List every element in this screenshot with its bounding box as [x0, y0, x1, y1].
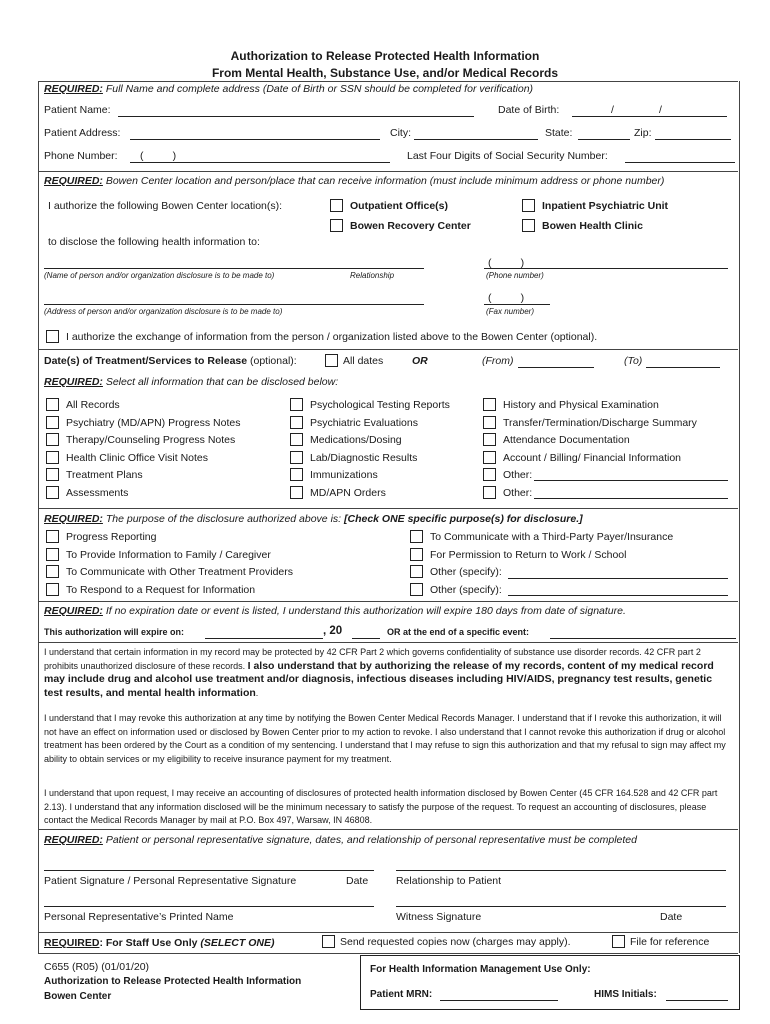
purpose-option-checkbox[interactable] [410, 548, 423, 561]
bowen-recovery-checkbox[interactable] [330, 219, 343, 232]
purpose-option-checkbox[interactable] [410, 530, 423, 543]
printed-name-field[interactable] [44, 906, 374, 907]
divider [38, 349, 738, 350]
purpose-option-label: Other (specify): [430, 583, 502, 596]
info-option-label: Health Clinic Office Visit Notes [66, 451, 209, 464]
info-required-note: REQUIRED: Select all information that can be disclosed below: [44, 376, 339, 388]
info-option-label: Psychiatry (MD/APN) Progress Notes [66, 416, 241, 429]
purpose-required-note: REQUIRED: The purpose of the disclosure authorized above is: [Check ONE specific purpose(s) for disclosure.] [44, 513, 583, 525]
zip-label: Zip: [634, 127, 652, 139]
dates-label: Date(s) of Treatment/Services to Release (optional): [44, 355, 297, 367]
ssn-field[interactable] [625, 162, 735, 163]
or-label: OR [412, 355, 428, 367]
purpose-option-checkbox[interactable] [410, 583, 423, 596]
info-option-label: Attendance Documentation [503, 434, 630, 446]
divider [38, 642, 738, 643]
purpose-option-label: To Communicate with a Third-Party Payer/Insurance [430, 531, 674, 543]
dob-field[interactable] [572, 116, 727, 117]
legal-paragraph-2: I understand that I may revoke this authorization at any time by notifying the Bowen Center Medical Records Manager. I understand that if I revoke this authorization, it will not have an effect on information used or disclosed by Bowen Center prior to my action to revoke. I also understand that I cannot revoke this authorization if drug or alcohol treatment has been ordered by the Court as a condition of my sentencing. I understand that I may refuse to sign this authorization and that my refusal to sign may affect my ability to obtain services or my eligibility to receive insurance payment for my treatment. [44, 713, 726, 764]
info-option-label: Other: [503, 469, 533, 481]
to-label: (To) [624, 355, 643, 367]
footer-org: Bowen Center [44, 991, 112, 1002]
info-option-label: Lab/Diagnostic Results [310, 451, 418, 464]
info-option-checkbox[interactable] [290, 451, 303, 464]
info-option-label: Other: [503, 486, 533, 499]
form-subtitle: From Mental Health, Substance Use, and/or Medical Records [211, 66, 559, 80]
recipient-phone-area: ( ) [488, 257, 525, 269]
relationship-field[interactable] [396, 870, 726, 871]
dob-slash: / [611, 104, 614, 116]
patient-address-field[interactable] [130, 139, 380, 140]
other-info-field[interactable] [534, 498, 728, 499]
witness-field[interactable] [396, 906, 726, 907]
info-option-checkbox[interactable] [483, 398, 496, 411]
phone-label: Phone Number: [44, 150, 118, 162]
purpose-option-checkbox[interactable] [46, 565, 59, 578]
info-option-label: Assessments [66, 486, 129, 499]
recipient-fax-field[interactable] [484, 304, 550, 305]
legal-paragraph-1: I understand that certain information in my record may be protected by 42 CFR Part 2 which governs confidentiality of substance use disorder records. 42 CFR part 2 prohibits unauthorized disclosure of these records. I also understand that by authorizing the release of my records, content of my medical record may include drug and alcohol use treatment and/or diagnosis, infectious diseases including HIV/AIDS, pregnancy test results, genetic test results, and mental health information. [44, 647, 714, 699]
form-title: Authorization to Release Protected Health Information [230, 49, 540, 63]
recipient-address-caption: (Address of person and/or organization disclosure is to be made to) [44, 307, 283, 316]
witness-label: Witness Signature [396, 911, 482, 923]
divider [38, 81, 738, 82]
other-purpose-field[interactable] [508, 595, 728, 596]
relationship-caption: Relationship [350, 271, 395, 280]
send-copies-label: Send requested copies now (charges may apply). [340, 936, 571, 948]
info-option-label: MD/APN Orders [310, 486, 386, 499]
send-copies-checkbox[interactable] [322, 935, 335, 948]
inpatient-psychiatric-label: Inpatient Psychiatric Unit [542, 200, 669, 212]
info-option-checkbox[interactable] [290, 486, 303, 499]
patient-name-label: Patient Name: [44, 104, 111, 116]
recipient-required-note: REQUIRED: Bowen Center location and person/place that can receive information (must include minimum address or phone number) [44, 175, 665, 187]
signature-date-label: Date [346, 875, 369, 887]
info-option-label: Account / Billing/ Financial Information [503, 451, 682, 464]
signature-field[interactable] [44, 870, 374, 871]
patient-required-note: REQUIRED: Full Name and complete address (Date of Birth or SSN should be completed for verification) [44, 83, 534, 95]
printed-name-label: Personal Representative’s Printed Name [44, 911, 234, 923]
from-date-field[interactable] [518, 367, 594, 368]
file-reference-checkbox[interactable] [612, 935, 625, 948]
info-option-checkbox[interactable] [46, 451, 59, 464]
divider [38, 953, 738, 954]
other-info-field[interactable] [534, 480, 728, 481]
patient-address-label: Patient Address: [44, 127, 121, 139]
outpatient-office-checkbox[interactable] [330, 199, 343, 212]
state-field[interactable] [578, 139, 630, 140]
hims-initials-label: HIMS Initials: [594, 989, 657, 1000]
expire-label: This authorization will expire on: [44, 627, 185, 637]
signature-label: Patient Signature / Personal Representative Signature [44, 875, 297, 887]
exchange-text: I authorize the exchange of information from the person / organization listed above to the Bowen Center (optional). [66, 331, 598, 343]
purpose-option-label: To Respond to a Request for Information [66, 583, 256, 596]
mrn-label: Patient MRN: [370, 989, 433, 1000]
divider [38, 932, 738, 933]
all-dates-label: All dates [343, 355, 384, 367]
info-option-checkbox[interactable] [483, 416, 496, 429]
him-title: For Health Information Management Use Only: [370, 964, 591, 975]
divider [38, 508, 738, 509]
staff-use-label: REQUIRED: For Staff Use Only (SELECT ONE) [44, 937, 275, 949]
hims-initials-field[interactable] [666, 1000, 728, 1001]
info-option-checkbox[interactable] [46, 433, 59, 446]
patient-name-field[interactable] [118, 116, 474, 117]
city-label: City: [390, 127, 411, 139]
bowen-health-clinic-label: Bowen Health Clinic [542, 220, 643, 232]
info-option-label: Psychiatric Evaluations [310, 416, 418, 429]
info-option-checkbox[interactable] [483, 486, 496, 499]
authorize-locations-text: I authorize the following Bowen Center location(s): [48, 200, 283, 212]
info-option-label: Treatment Plans [66, 469, 143, 481]
event-field[interactable] [550, 638, 736, 639]
info-option-label: Psychological Testing Reports [310, 399, 450, 411]
info-option-label: All Records [66, 399, 120, 411]
mrn-field[interactable] [440, 1000, 558, 1001]
recipient-address-field[interactable] [44, 304, 424, 305]
info-option-checkbox[interactable] [46, 468, 59, 481]
purpose-option-label: Other (specify): [430, 566, 502, 578]
info-option-checkbox[interactable] [290, 433, 303, 446]
phone-area-code: ( ) [140, 150, 177, 162]
recipient-name-caption: (Name of person and/or organization disclosure is to be made to) [44, 271, 275, 280]
expiration-required-note: REQUIRED: If no expiration date or event is listed, I understand this authorization will expire 180 days from date of signature. [44, 605, 626, 617]
zip-field[interactable] [655, 139, 731, 140]
from-label: (From) [482, 355, 514, 367]
exchange-checkbox[interactable] [46, 330, 59, 343]
legal-paragraph-3: I understand that upon request, I may receive an accounting of disclosures of protected health information disclosed by Bowen Center (45 CFR 164.528 and 42 CFR part 2.13). I understand that any information disclosed will be the minimum necessary to satisfy the purpose of the request. To request an accounting of disclosures, please contact the Medical Records Manager by mail at P.O. Box 497, Warsaw, IN 46808. [44, 788, 718, 825]
purpose-option-label: Progress Reporting [66, 531, 157, 543]
disclose-text: to disclose the following health information to: [48, 236, 260, 248]
info-option-checkbox[interactable] [46, 416, 59, 429]
city-field[interactable] [414, 139, 538, 140]
info-option-checkbox[interactable] [483, 433, 496, 446]
info-option-label: History and Physical Examination [503, 399, 659, 411]
divider [38, 171, 738, 172]
expire-year-field[interactable] [352, 638, 380, 639]
ssn-label: Last Four Digits of Social Security Number: [407, 150, 608, 162]
purpose-option-label: To Communicate with Other Treatment Providers [66, 566, 294, 578]
expire-date-field[interactable] [205, 638, 323, 639]
phone-field[interactable] [130, 162, 390, 163]
all-dates-checkbox[interactable] [325, 354, 338, 367]
state-label: State: [545, 127, 573, 139]
divider [38, 601, 738, 602]
footer-form-title: Authorization to Release Protected Health Information [44, 976, 302, 987]
purpose-option-checkbox[interactable] [410, 565, 423, 578]
to-date-field[interactable] [646, 367, 720, 368]
expire-year-prefix: , 20 [323, 625, 343, 637]
relationship-label: Relationship to Patient [396, 875, 502, 887]
recipient-phone-field[interactable] [484, 268, 728, 269]
fax-caption: (Fax number) [486, 307, 535, 316]
info-option-checkbox[interactable] [290, 416, 303, 429]
info-option-label: Immunizations [310, 469, 378, 481]
info-option-checkbox[interactable] [46, 398, 59, 411]
form-id: C655 (R05) (01/01/20) [44, 961, 150, 973]
signature-required-note: REQUIRED: Patient or personal representative signature, dates, and relationship of personal representative must be completed [44, 834, 637, 846]
phone-caption: (Phone number) [486, 271, 544, 280]
bowen-recovery-label: Bowen Recovery Center [350, 220, 471, 232]
file-reference-label: File for reference [630, 936, 710, 948]
info-option-checkbox[interactable] [483, 451, 496, 464]
recipient-name-field[interactable] [44, 268, 424, 269]
purpose-option-label: For Permission to Return to Work / School [430, 548, 627, 561]
purpose-option-label: To Provide Information to Family / Caregiver [66, 548, 271, 561]
info-option-checkbox[interactable] [483, 468, 496, 481]
purpose-option-checkbox[interactable] [46, 583, 59, 596]
witness-date-label: Date [660, 911, 683, 923]
info-option-checkbox[interactable] [290, 468, 303, 481]
purpose-option-checkbox[interactable] [46, 530, 59, 543]
divider [38, 829, 738, 830]
info-option-label: Therapy/Counseling Progress Notes [66, 434, 236, 446]
dob-slash: / [659, 104, 662, 116]
purpose-option-checkbox[interactable] [46, 548, 59, 561]
info-option-label: Medications/Dosing [310, 434, 402, 446]
inpatient-psychiatric-checkbox[interactable] [522, 199, 535, 212]
info-option-checkbox[interactable] [46, 486, 59, 499]
info-option-checkbox[interactable] [290, 398, 303, 411]
other-purpose-field[interactable] [508, 578, 728, 579]
outpatient-office-label: Outpatient Office(s) [350, 200, 449, 212]
dob-label: Date of Birth: [498, 104, 560, 116]
event-label: OR at the end of a specific event: [387, 627, 530, 637]
info-option-label: Transfer/Termination/Discharge Summary [503, 416, 697, 429]
recipient-fax-area: ( ) [488, 292, 525, 304]
bowen-health-clinic-checkbox[interactable] [522, 219, 535, 232]
